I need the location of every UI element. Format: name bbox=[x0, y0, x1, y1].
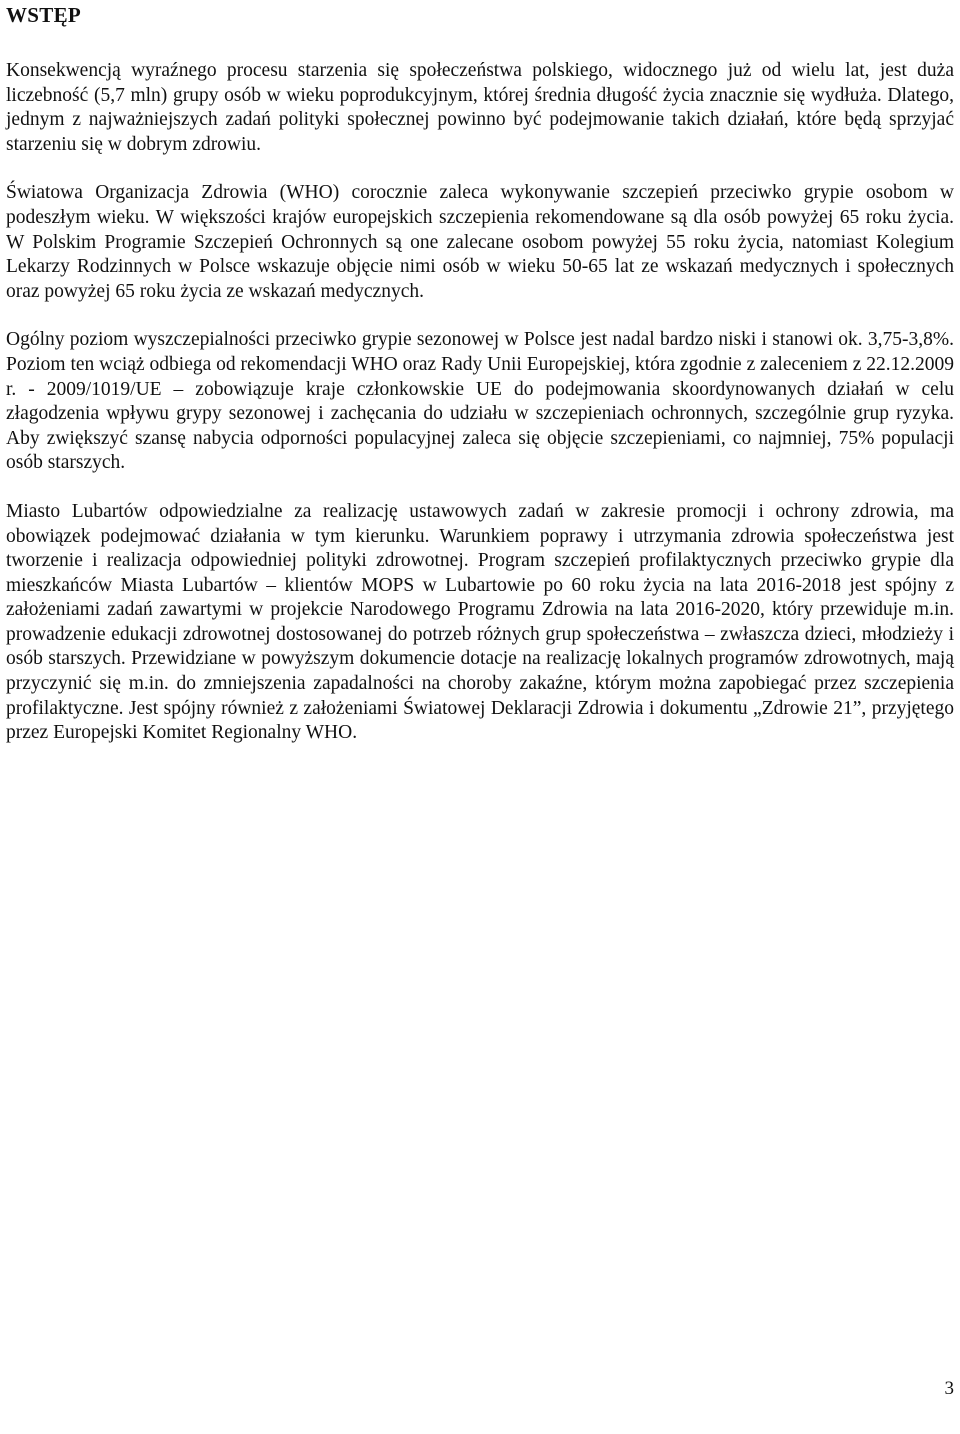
section-heading: WSTĘP bbox=[6, 3, 82, 27]
paragraph-intro: Konsekwencją wyraźnego procesu starzenia się społeczeństwa polskiego, widocznego już od wielu lat, jest duża liczebność (5,7 mln) grupy osób w wieku poprodukcyjnym, której średnia długość życia znacznie się wydłuża. Dlatego, jednym z najważniejszych zadań polityki społecznej powinno być podejmowanie takich działań, które będą sprzyjać starzeniu się w dobrym zdrowiu. bbox=[6, 60, 954, 155]
page-number: 3 bbox=[944, 1378, 954, 1399]
paragraph-who-recommendations: Światowa Organizacja Zdrowia (WHO) corocznie zaleca wykonywanie szczepień przeciwko grypie osobom w podeszłym wieku. W większości krajów europejskich szczepienia rekomendowane są dla osób powyżej 65 roku życia. W Polskim Programie Szczepień Ochronnych są one zalecane osobom powyżej 55 roku życia, natomiast Kolegium Lekarzy Rodzinnych w Polsce wskazuje objęcie nimi osób w wieku 50-65 lat ze wskazań medycznych i społecznych oraz powyżej 65 roku życia ze wskazań medycznych. bbox=[6, 182, 954, 302]
paragraph-lubartow-program: Miasto Lubartów odpowiedzialne za realizację ustawowych zadań w zakresie promocji i ochrony zdrowia, ma obowiązek podejmować działania w tym kierunku. Warunkiem poprawy i utrzymania zdrowia społeczeństwa jest tworzenie i realizacja odpowiedniej polityki zdrowotnej. Program szczepień profilaktycznych przeciwko grypie dla mieszkańców Miasta Lubartów – klientów MOPS w Lubartowie po 60 roku życia na lata 2016-2018 jest spójny z założeniami zadań zawartymi w projekcie Narodowego Programu Zdrowia na lata 2016-2020, który przewiduje m.in. prowadzenie edukacji zdrowotnej dostosowanej do potrzeb różnych grup społeczeństwa – zwłaszcza dzieci, młodzieży i osób starszych. Przewidziane w powyższym dokumencie dotacje na realizację lokalnych programów zdrowotnych, mają przyczynić się m.in. do zmniejszenia zapadalności na choroby zakaźne, którym można zapobiegać przez szczepienia profilaktyczne. Jest spójny również z założeniami Światowej Deklaracji Zdrowia i dokumentu „Zdrowie 21”, przyjętego przez Europejski Komitet Regionalny WHO. bbox=[6, 500, 954, 744]
document-body bbox=[6, 59, 954, 746]
paragraph-vaccination-level: Ogólny poziom wyszczepialności przeciwko grypie sezonowej w Polsce jest nadal bardzo niski i stanowi ok. 3,75-3,8%. Poziom ten wciąż odbiega od rekomendacji WHO oraz Rady Unii Europejskiej, która zgodnie z zaleceniem z 22.12.2009 r. - 2009/1019/UE – zobowiązuje kraje członkowskie UE do podejmowania skoordynowanych działań w celu złagodzenia wpływu grypy sezonowej i zachęcania do udziału w szczepieniach ochronnych, szczególnie grup ryzyka. Aby zwiększyć szansę nabycia odporności populacyjnej zaleca się objęcie szczepieniami, co najmniej, 75% populacji osób starszych. bbox=[6, 329, 954, 474]
